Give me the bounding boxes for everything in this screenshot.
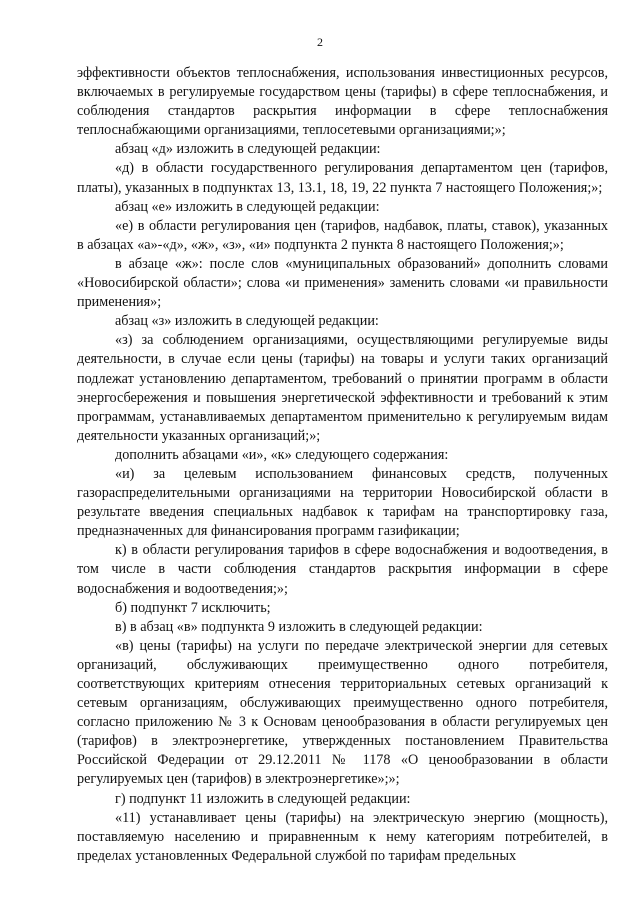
paragraph: абзац «з» изложить в следующей редакции:: [115, 313, 379, 330]
paragraph: дополнить абзацами «и», «к» следующего содержания:: [115, 446, 449, 463]
paragraph: б) подпункт 7 исключить;: [115, 599, 271, 616]
paragraph: в) в абзац «в» подпункта 9 изложить в следующей редакции:: [115, 618, 483, 635]
paragraph: «11) устанавливает цены (тарифы) на электрическую энергию (мощность), поставляемую населению и приравненным к нему категориям потребителей, в пределах установленных Федеральной службой по тарифам предельных: [77, 809, 608, 864]
paragraph: в абзаце «ж»: после слов «муниципальных образований» дополнить словами «Новосибирской области»; слова «и применения» заменить словами «и правильности применения»;: [77, 255, 608, 311]
page-number: 2: [317, 35, 323, 49]
paragraph: абзац «д» изложить в следующей редакции:: [115, 141, 381, 158]
paragraph: «д) в области государственного регулирования департаментом цен (тарифов, платы), указанных в подпунктах 13, 13.1, 18, 19, 22 пункта 7 настоящего Положения;»;: [77, 160, 608, 196]
paragraph: «в) цены (тарифы) на услуги по передаче электрической энергии для сетевых организаций, обслуживающих преимущественно одного потребителя, соответствующих критериям отнесения территориальных сетевых организаций к сетевым организациям, обслуживающих преимущественно одного потребителя, согласно приложению № 3 к Основам ценообразования в области регулируемых цен (тарифов) в электроэнергетике, утвержденных постановлением Правительства Российской Федерации от 29.12.2011 № 1178 «О ценообразовании в области регулируемых цен (тарифов) в электроэнергетике»;»;: [77, 637, 608, 788]
paragraph: к) в области регулирования тарифов в сфере водоснабжения и водоотведения, в том числе в части соблюдения стандартов раскрытия информации в сфере водоснабжения и водоотведения;»;: [77, 542, 608, 597]
paragraph: «з) за соблюдением организациями, осуществляющими регулируемые виды деятельности, в случае если цены (тарифы) на товары и услуги таких организаций подлежат установлению департаментом, требований о принятии программ в области энергосбережения и повышения энергетической эффективности и требований к этим программам, устанавливаемых департаментом применительно к регулируемым видам деятельности указанных организаций;»;: [77, 332, 608, 444]
paragraph: «е) в области регулирования цен (тарифов, надбавок, платы, ставок), указанных в абзацах «а»-«д», «ж», «з», «и» подпункта 2 пункта 8 настоящего Положения;»;: [77, 217, 608, 253]
paragraph: эффективности объектов теплоснабжения, использования инвестиционных ресурсов, включаемых в регулируемые государством цены (тарифы) в сфере теплоснабжения, и соблюдения стандартов раскрытия информации в сфере теплоснабжения теплоснабжающими организациями, теплосетевыми организациями;»;: [77, 65, 608, 139]
paragraph: «и) за целевым использованием финансовых средств, полученных газораспределительными организациями на территории Новосибирской области в результате введения специальных надбавок к тарифам на транспортировку газа, предназначенных для финансирования программ газификации;: [77, 465, 608, 540]
paragraph: г) подпункт 11 изложить в следующей редакции:: [115, 790, 411, 807]
paragraph: абзац «е» изложить в следующей редакции:: [115, 198, 380, 215]
document-body: [77, 64, 608, 866]
